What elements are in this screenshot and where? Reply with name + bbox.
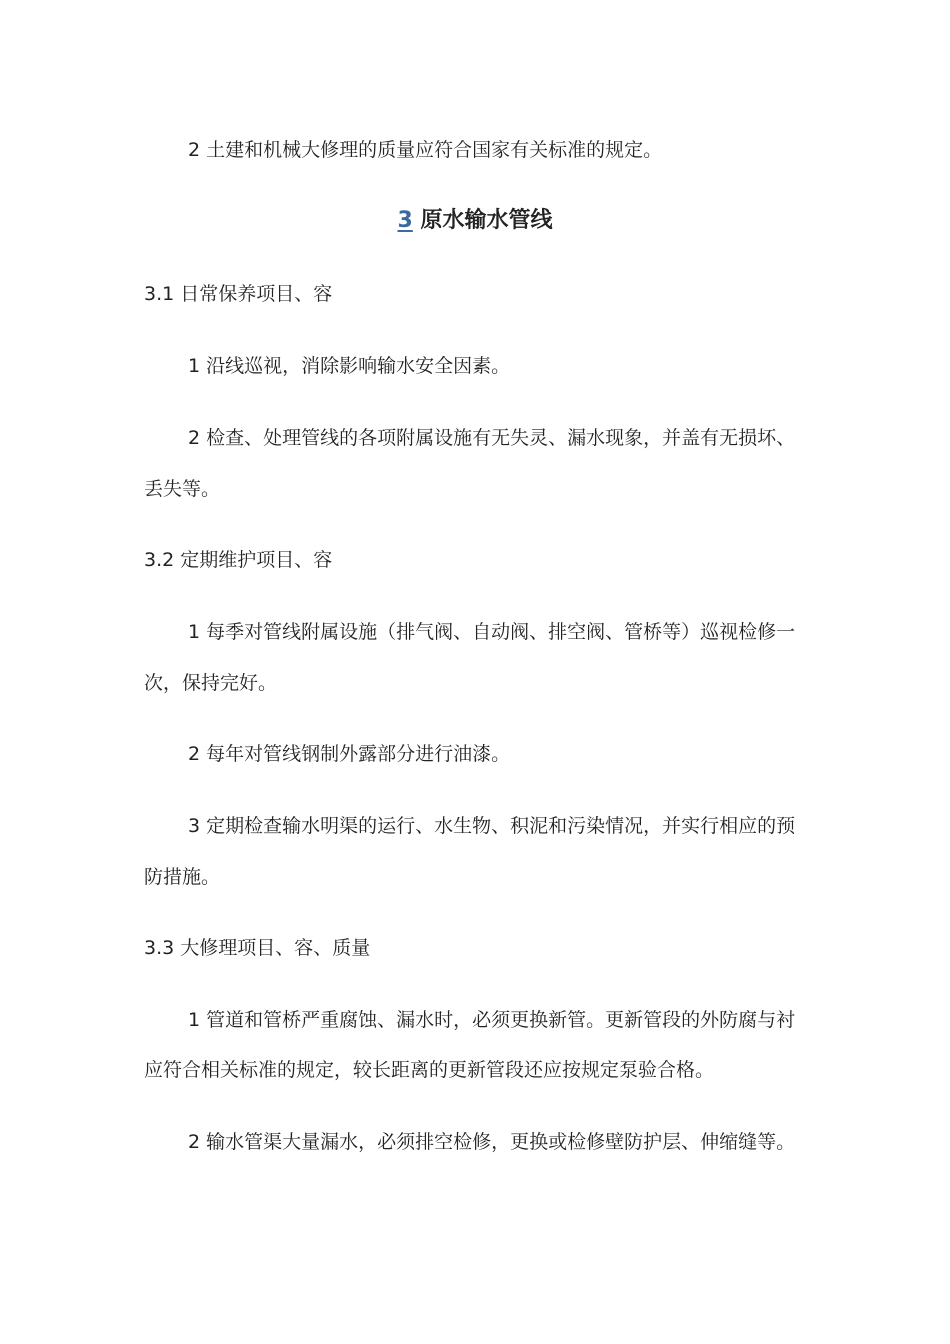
list-item-3-2-3-line1: 3 定期检查输水明渠的运行、水生物、积泥和污染情况，并实行相应的预 — [188, 815, 796, 837]
list-item-3-2-3-line2: 防措施。 — [144, 866, 221, 888]
list-item-3-3-1-line2: 应符合相关标准的规定，较长距离的更新管段还应按规定泵验合格。 — [144, 1059, 715, 1081]
list-item-3-1-2-line1: 2 检查、处理管线的各项附属设施有无失灵、漏水现象，并盖有无损坏、 — [188, 427, 796, 449]
list-item-3-1-1: 1 沿线巡视，消除影响输水安全因素。 — [188, 355, 511, 377]
subsection-heading-3-3: 3.3 大修理项目、容、质量 — [144, 937, 371, 959]
section-title: 原水输水管线 — [412, 208, 553, 233]
section-heading-raw-water-pipeline — [0, 207, 950, 235]
list-item-3-3-2: 2 输水管渠大量漏水，必须排空检修，更换或检修壁防护层、伸缩缝等。 — [188, 1131, 796, 1153]
subsection-heading-3-1: 3.1 日常保养项目、容 — [144, 283, 333, 305]
section-number-link[interactable]: 3 — [397, 208, 413, 233]
list-item-3-1-2-line2: 丢失等。 — [144, 478, 221, 500]
paragraph-quality-standard: 2 土建和机械大修理的质量应符合国家有关标准的规定。 — [188, 139, 663, 161]
list-item-3-2-1-line2: 次，保持完好。 — [144, 672, 278, 694]
subsection-heading-3-2: 3.2 定期维护项目、容 — [144, 549, 333, 571]
list-item-3-2-1-line1: 1 每季对管线附属设施（排气阀、自动阀、排空阀、管桥等）巡视检修一 — [188, 621, 796, 643]
list-item-3-3-1-line1: 1 管道和管桥严重腐蚀、漏水时，必须更换新管。更新管段的外防腐与衬 — [188, 1009, 796, 1031]
list-item-3-2-2: 2 每年对管线钢制外露部分进行油漆。 — [188, 743, 511, 765]
